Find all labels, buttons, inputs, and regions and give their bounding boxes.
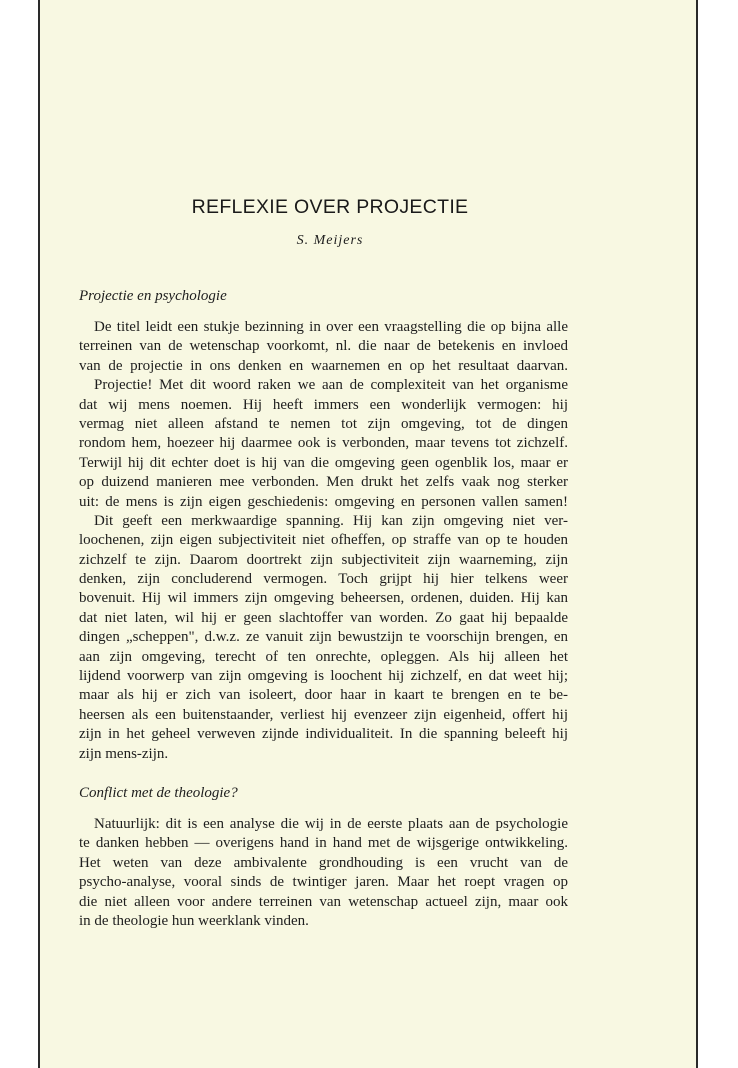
text-line: De titel leidt een stukje bezinning in over een vraagstelling die op bijna alle xyxy=(94,319,568,335)
page-left-edge xyxy=(38,0,40,1068)
text-line: lijdend voorwerp van zijn omgeving is loochent hij zichzelf, en dat weet hij; xyxy=(79,668,568,685)
text-line: bovenuit. Hij wil immers zijn omgeving beheersen, ordenen, duiden. Hij kan xyxy=(79,590,568,607)
text-line: uit: de mens is zijn eigen geschiedenis: omgeving en personen vallen samen! xyxy=(79,493,568,510)
section-body-conflict xyxy=(79,815,568,931)
text-line: vermag niet alleen afstand te nemen tot zijn omgeving, tot de dingen xyxy=(79,415,568,432)
article-title: REFLEXIE OVER PROJECTIE xyxy=(191,196,469,218)
text-line: in de theologie hun weerklank vinden. xyxy=(79,912,309,929)
text-line: zijn in het geheel verweven zijnde individualiteit. In die spanning beleeft hij xyxy=(79,726,568,743)
text-line: dingen „scheppen", d.w.z. ze vanuit zijn bewustzijn te voorschijn brengen, en xyxy=(79,629,568,646)
text-line: zijn mens-zijn. xyxy=(79,745,169,762)
page-right-edge xyxy=(696,0,698,1068)
text-line: op duizend manieren mee verbonden. Men drukt het zelfs vaak nog sterker xyxy=(79,474,568,491)
text-line: denken, zijn concluderend vermogen. Toch grijpt hij hier telkens weer xyxy=(79,571,568,588)
section-heading-projectie: Projectie en psychologie xyxy=(79,288,227,304)
text-line: loochenen, zijn eigen subjectiviteit niet ofheffen, op straffe van op te houden xyxy=(79,532,568,549)
text-line: van de projectie in ons denken en waarnemen en op het resultaat daarvan. xyxy=(79,357,568,374)
text-line: dat niet laten, wil hij er geen slachtoffer van worden. Zo gaat hij bepaalde xyxy=(79,609,568,626)
text-line: rondom hem, hoezeer hij daarmee ook is verbonden, maar tevens tot zichzelf. xyxy=(79,435,568,452)
article-author: S. Meijers xyxy=(296,233,364,248)
section-body-projectie xyxy=(79,318,568,764)
text-line: Terwijl hij dit echter doet is hij van die omgeving geen ogenblik los, maar er xyxy=(79,454,568,471)
text-line: maar als hij er zich van isoleert, door haar in kaart te brengen en te be- xyxy=(79,687,568,704)
text-line: te danken hebben — overigens hand in hand met de wijsgerige ontwikkeling. xyxy=(79,835,568,852)
text-line: heersen als een buitenstaander, verliest hij evenzeer zijn eigenheid, offert hij xyxy=(79,706,568,723)
text-line: Natuurlijk: dit is een analyse die wij in de eerste plaats aan de psychologie xyxy=(94,816,568,832)
text-line: Het weten van deze ambivalente grondhouding is een vrucht van de xyxy=(79,854,568,871)
text-line: psycho-analyse, vooral sinds de twintiger jaren. Maar het roept vragen op xyxy=(79,874,568,891)
text-line: die niet alleen voor andere terreinen van wetenschap actueel zijn, maar ook xyxy=(79,893,568,910)
text-line: Projectie! Met dit woord raken we aan de complexiteit van het organisme xyxy=(94,377,568,394)
section-heading-conflict: Conflict met de theologie? xyxy=(79,785,238,801)
text-line: zichzelf te zijn. Daarom doortrekt zijn subjectiviteit zijn waarneming, zijn xyxy=(79,551,568,568)
text-line: dat wij mens noemen. Hij heeft immers een wonderlijk vermogen: hij xyxy=(79,396,568,413)
text-line: Dit geeft een merkwaardige spanning. Hij kan zijn omgeving niet ver- xyxy=(94,512,568,529)
text-line: aan zijn omgeving, terecht of ten onrechte, opleggen. Als hij alleen het xyxy=(79,648,568,665)
text-line: terreinen van de wetenschap voorkomt, nl. die naar de betekenis en invloed xyxy=(79,338,568,355)
